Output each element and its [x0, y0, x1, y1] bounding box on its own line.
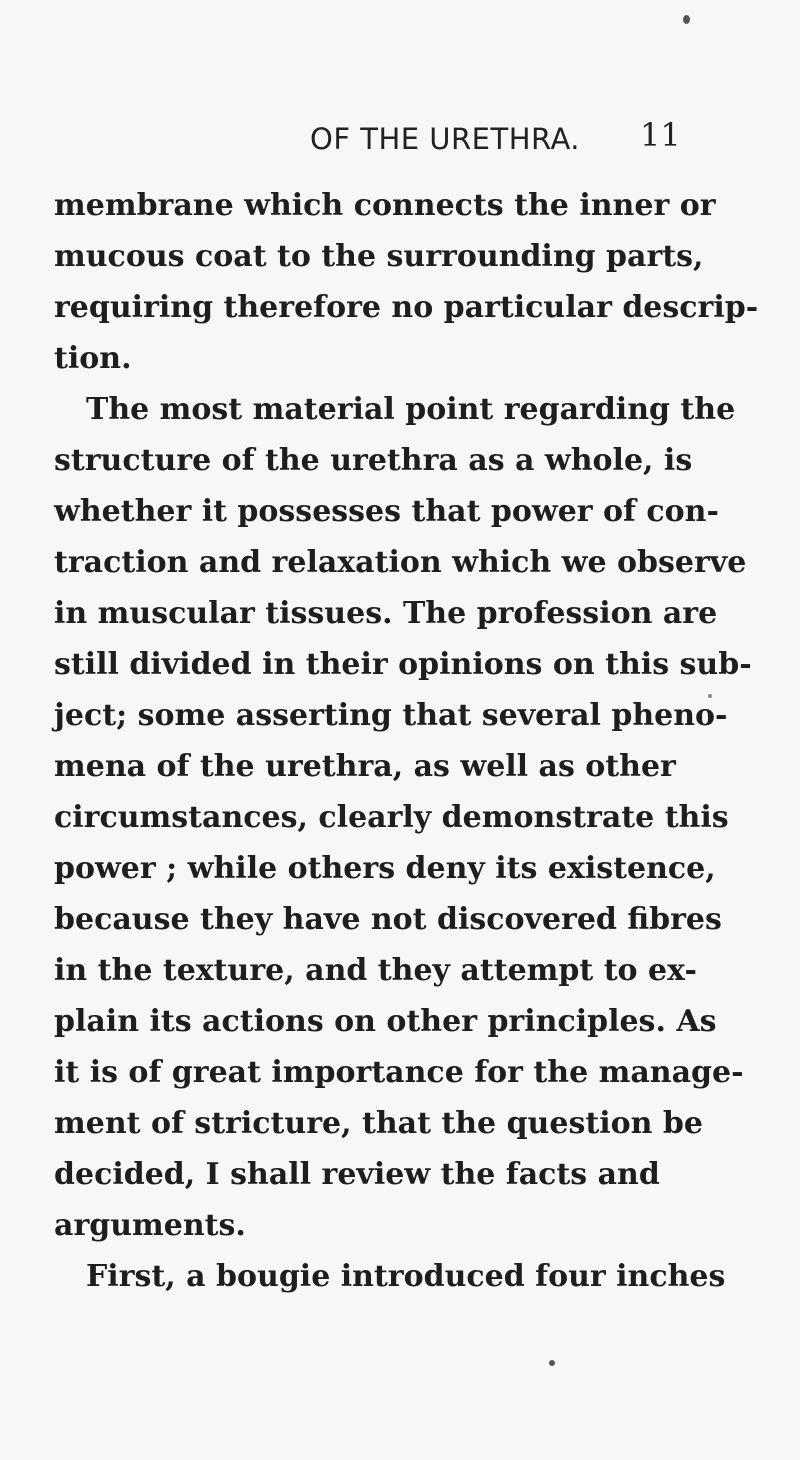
text-line: ment of stricture, that the question be [54, 1106, 703, 1141]
paragraph-start-line: First, a bougie introduced four inches [86, 1259, 726, 1294]
text-line: structure of the urethra as a whole, is [54, 443, 693, 478]
text-line: plain its actions on other principles. As [54, 1004, 717, 1039]
text-line: decided, I shall review the facts and [54, 1157, 660, 1192]
text-line: it is of great importance for the manage- [54, 1055, 744, 1090]
text-line: in the texture, and they attempt to ex- [54, 953, 697, 988]
text-line: still divided in their opinions on this sub- [54, 647, 752, 682]
text-line: membrane which connects the inner or [54, 188, 716, 223]
text-line: arguments. [54, 1208, 246, 1243]
paragraph-start-line: The most material point regarding the [86, 392, 736, 427]
running-head: OF THE URETHRA. [310, 122, 581, 156]
text-line: mena of the urethra, as well as other [54, 749, 676, 784]
page-number: 11 [640, 116, 681, 154]
text-line: circumstances, clearly demonstrate this [54, 800, 729, 835]
text-line: traction and relaxation which we observe [54, 545, 747, 580]
text-line: because they have not discovered fibres [54, 902, 722, 937]
ink-speck-top [683, 15, 690, 24]
text-line: mucous coat to the surrounding parts, [54, 239, 704, 274]
text-line: power ; while others deny its existence, [54, 851, 716, 886]
ink-speck-bottom [549, 1360, 555, 1366]
text-line: whether it possesses that power of con- [54, 494, 719, 529]
text-line: ject; some asserting that several pheno- [54, 698, 728, 733]
text-line: tion. [54, 341, 132, 376]
text-line: in muscular tissues. The profession are [54, 596, 718, 631]
text-line: requiring therefore no particular descrip- [54, 290, 759, 325]
